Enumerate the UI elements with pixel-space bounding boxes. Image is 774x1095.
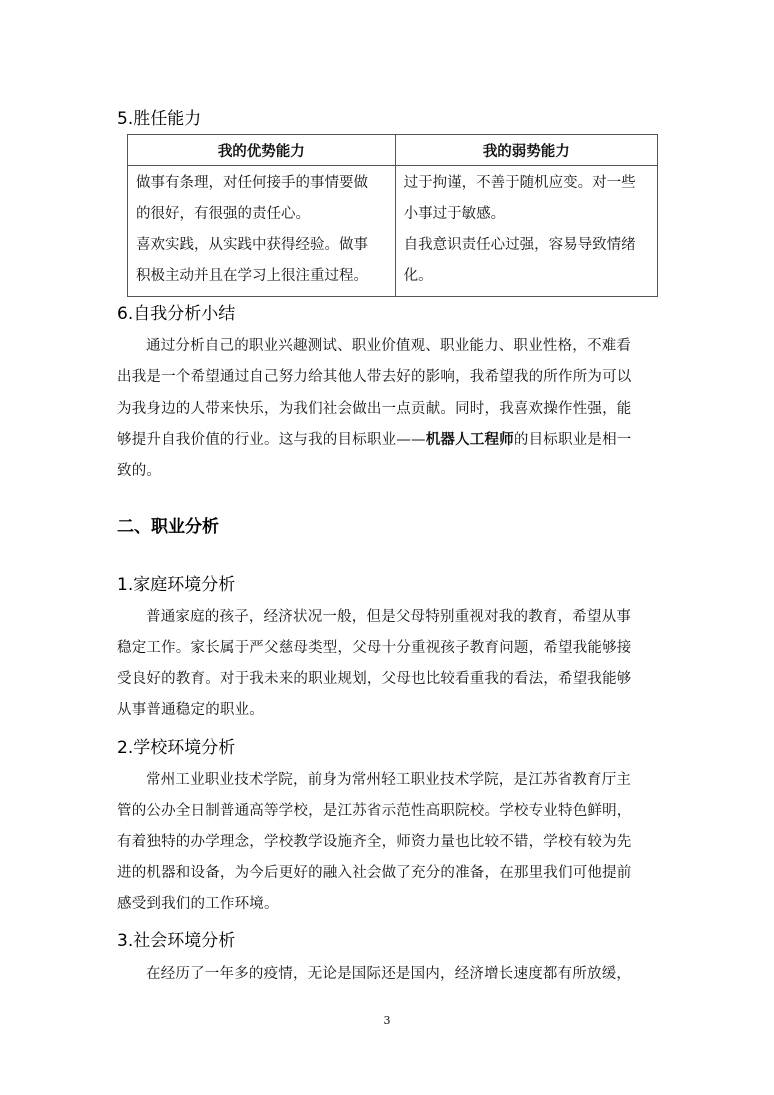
weaknesses-line: 化。 <box>403 268 433 284</box>
part-heading-career-analysis: 二、职业分析 <box>117 517 219 537</box>
paragraph-line: 稳定工作。家长属于严父慈母类型，父母十分重视孩子教育问题，希望我能够接 <box>117 640 632 656</box>
strengths-line: 做事有条理，对任何接手的事情要做 <box>136 175 368 191</box>
strengths-line: 喜欢实践，从实践中获得经验。做事 <box>136 237 368 253</box>
weaknesses-line: 过于拘谨，不善于随机应变。对一些 <box>403 175 636 191</box>
weaknesses-header: 我的弱势能力 <box>395 135 657 166</box>
paragraph-line: 从事普通稳定的职业。 <box>117 702 264 718</box>
text-run: 的目标职业是相一 <box>513 432 632 448</box>
strengths-line: 积极主动并且在学习上很注重过程。 <box>136 268 368 284</box>
section-heading-family: 1.家庭环境分析 <box>117 575 236 595</box>
paragraph-line: 常州工业职业技术学院，前身为常州轻工职业技术学院，是江苏省教育厅主 <box>146 772 632 788</box>
paragraph-line: 进的机器和设备，为今后更好的融入社会做了充分的准备，在那里我们可他提前 <box>117 865 632 881</box>
paragraph-line: 管的公办全日制普通高等学校，是江苏省示范性高职院校。学校专业特色鲜明， <box>117 803 632 819</box>
paragraph-line <box>117 428 662 449</box>
section-heading-society: 3.社会环境分析 <box>117 931 236 951</box>
section-heading-self-summary: 6.自我分析小结 <box>117 304 236 324</box>
paragraph-line: 受良好的教育。对于我未来的职业规划，父母也比较看重我的看法，希望我能够 <box>117 671 632 687</box>
strengths-cell <box>128 166 396 297</box>
paragraph-line: 为我身边的人带来快乐，为我们社会做出一点贡献。同时，我喜欢操作性强，能 <box>117 401 632 417</box>
paragraph-line: 感受到我们的工作环境。 <box>117 896 279 912</box>
strengths-header: 我的优势能力 <box>128 135 396 166</box>
strengths-line: 的很好，有很强的责任心。 <box>136 206 310 222</box>
weaknesses-line: 自我意识责任心过强，容易导致情绪 <box>403 237 636 253</box>
section-heading-school: 2.学校环境分析 <box>117 738 236 758</box>
text-run: 够提升自我价值的行业。这与我的目标职业—— <box>117 432 426 448</box>
paragraph-line: 出我是一个希望通过自己努力给其他人带去好的影响，我希望我的所作所为可以 <box>117 369 632 385</box>
weaknesses-cell <box>395 166 657 297</box>
page-number: 3 <box>383 1014 391 1027</box>
paragraph-line: 有着独特的办学理念，学校教学设施齐全，师资力量也比较不错，学校有较为先 <box>117 834 632 850</box>
paragraph-line: 普通家庭的孩子，经济状况一般，但是父母特别重视对我的教育，希望从事 <box>146 609 632 625</box>
paragraph-line: 通过分析自己的职业兴趣测试、职业价值观、职业能力、职业性格，不难看 <box>146 338 632 354</box>
weaknesses-line: 小事过于敏感。 <box>403 206 506 222</box>
paragraph-line: 致的。 <box>117 463 162 479</box>
target-career-bold: 机器人工程师 <box>425 432 514 448</box>
paragraph-line: 在经历了一年多的疫情，无论是国际还是国内，经济增长速度都有所放缓， <box>146 966 632 982</box>
section-heading-competency: 5.胜任能力 <box>117 109 202 129</box>
ability-table <box>127 134 658 297</box>
